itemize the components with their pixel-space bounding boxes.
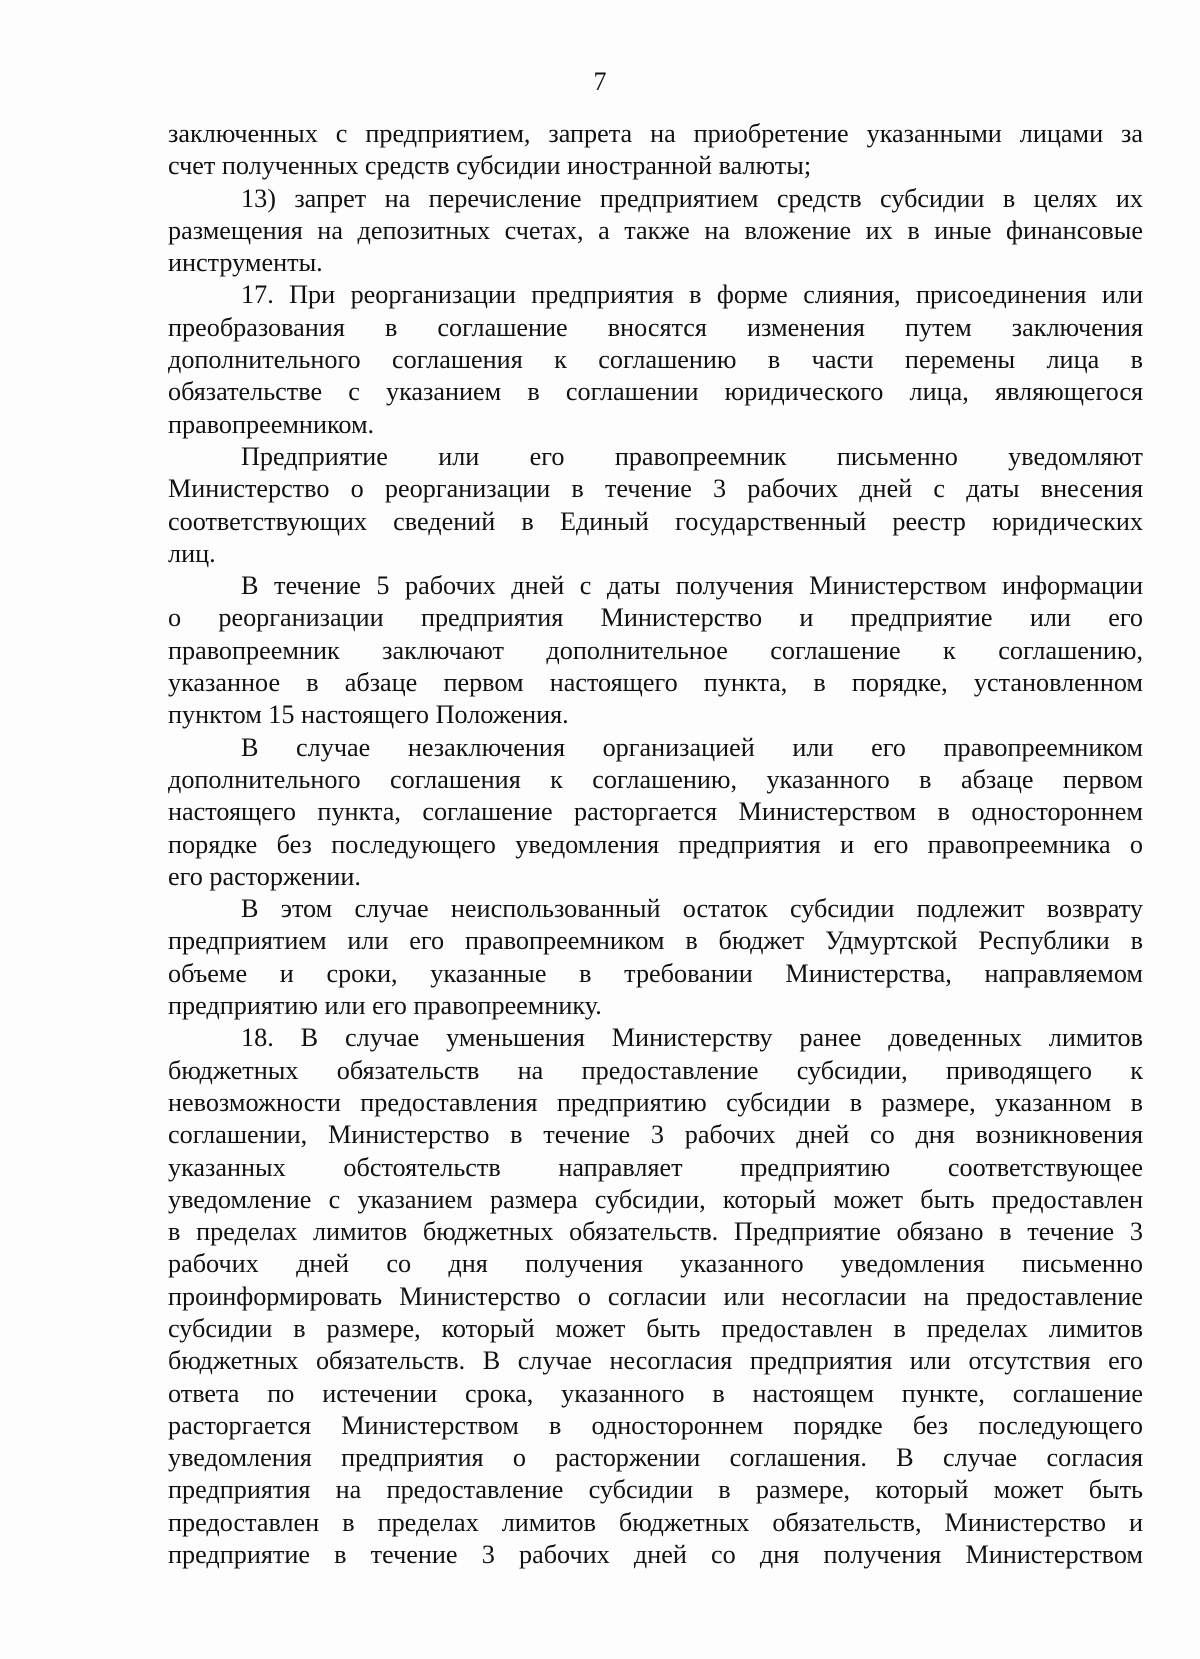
text-line: в пределах лимитов бюджетных обязательств. Предприятие обязано в течение 3: [168, 1217, 1143, 1247]
text-line: В случае незаключения организацией или его правопреемником: [241, 732, 1143, 762]
page-number: 7: [593, 67, 607, 96]
text-line: указанное в абзаце первом настоящего пункта, в порядке, установленном: [168, 668, 1143, 698]
text-line: преобразования в соглашение вносятся изменения путем заключения: [168, 312, 1143, 342]
text-line: указанных обстоятельств направляет предприятию соответствующее: [168, 1152, 1143, 1182]
text-line: правопреемник заключают дополнительное соглашение к соглашению,: [168, 635, 1143, 665]
text-line: проинформировать Министерство о согласии или несогласии на предоставление: [168, 1281, 1143, 1311]
text-line: уведомление с указанием размера субсидии, который может быть предоставлен: [168, 1184, 1143, 1214]
text-line: порядке без последующего уведомления предприятия и его правопреемника о: [168, 829, 1143, 859]
text-line: 18. В случае уменьшения Министерству ранее доведенных лимитов: [241, 1023, 1143, 1053]
text-line: Министерство о реорганизации в течение 3 рабочих дней с даты внесения: [168, 474, 1143, 504]
text-line: субсидии в размере, который может быть предоставлен в пределах лимитов: [168, 1313, 1143, 1343]
text-line: В течение 5 рабочих дней с даты получения Министерством информации: [241, 571, 1143, 601]
text-line: рабочих дней со дня получения указанного уведомления письменно: [168, 1249, 1143, 1279]
text-line: инструменты.: [168, 248, 323, 278]
text-line: 13) запрет на перечисление предприятием средств субсидии в целях их: [241, 183, 1143, 213]
text-line: предприятия на предоставление субсидии в размере, который может быть: [168, 1475, 1143, 1505]
text-line: соответствующих сведений в Единый государственный реестр юридических: [168, 506, 1143, 536]
text-line: предприятие в течение 3 рабочих дней со дня получения Министерством: [168, 1540, 1143, 1570]
text-line: лиц.: [168, 538, 216, 568]
text-line: объеме и сроки, указанные в требовании Министерства, направляемом: [168, 958, 1143, 988]
text-line: размещения на депозитных счетах, а также на вложение их в иные финансовые: [168, 215, 1143, 245]
text-line: расторгается Министерством в одностороннем порядке без последующего: [168, 1410, 1143, 1440]
text-line: предприятием или его правопреемником в бюджет Удмуртской Республики в: [168, 926, 1143, 956]
text-line: невозможности предоставления предприятию субсидии в размере, указанном в: [168, 1087, 1143, 1117]
text-line: Предприятие или его правопреемник письменно уведомляют: [241, 441, 1143, 471]
text-line: бюджетных обязательств на предоставление субсидии, приводящего к: [168, 1055, 1143, 1085]
text-line: правопреемником.: [168, 409, 375, 439]
text-line: соглашении, Министерство в течение 3 рабочих дней со дня возникновения: [168, 1120, 1143, 1150]
text-line: заключенных с предприятием, запрета на приобретение указанными лицами за: [168, 119, 1143, 148]
text-line: предоставлен в пределах лимитов бюджетных обязательств, Министерство и: [168, 1507, 1143, 1537]
text-line: обязательстве с указанием в соглашении юридического лица, являющегося: [168, 377, 1143, 407]
text-line: ответа по истечении срока, указанного в настоящем пункте, соглашение: [168, 1378, 1143, 1408]
text-line: пунктом 15 настоящего Положения.: [168, 700, 569, 730]
text-line: счет полученных средств субсидии иностранной валюты;: [168, 151, 812, 181]
text-line: уведомления предприятия о расторжении соглашения. В случае согласия: [168, 1443, 1143, 1473]
text-line: настоящего пункта, соглашение расторгается Министерством в одностороннем: [168, 797, 1143, 827]
text-line: его расторжении.: [168, 861, 361, 891]
text-line: бюджетных обязательств. В случае несогласия предприятия или отсутствия его: [168, 1346, 1143, 1376]
document-body: [168, 118, 1143, 1571]
text-line: о реорганизации предприятия Министерство и предприятие или его: [168, 603, 1143, 633]
text-line: предприятию или его правопреемнику.: [168, 991, 602, 1021]
text-line: 17. При реорганизации предприятия в форме слияния, присоединения или: [241, 280, 1143, 310]
text-line: дополнительного соглашения к соглашению в части перемены лица в: [168, 345, 1143, 375]
text-line: дополнительного соглашения к соглашению, указанного в абзаце первом: [168, 764, 1143, 794]
text-line: В этом случае неиспользованный остаток субсидии подлежит возврату: [241, 894, 1143, 924]
